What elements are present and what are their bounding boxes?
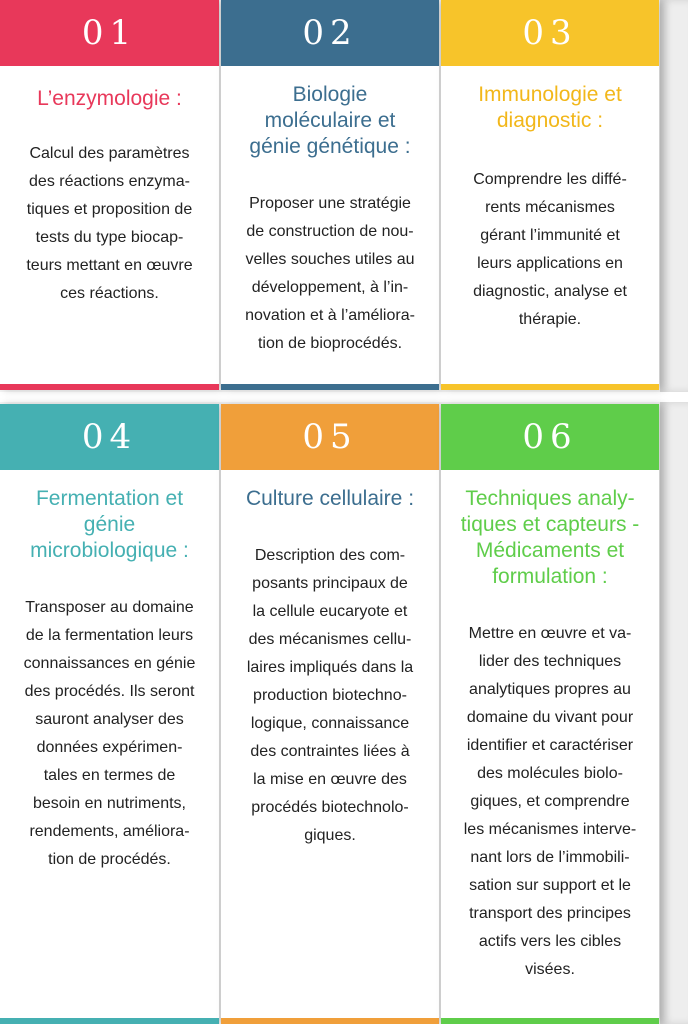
card-body: Comprendre les diffé- rents mécanismes gérant l’immunité et leurs applications en diagnostic, analyse et thérapie. bbox=[473, 171, 627, 328]
card-immunologie bbox=[441, 0, 659, 390]
card-number: 03 bbox=[522, 13, 578, 53]
card-techniques-analytiques bbox=[441, 404, 659, 1024]
card-culture-cellulaire bbox=[221, 404, 439, 1024]
card-number: 02 bbox=[302, 13, 358, 53]
card-body: Mettre en œuvre et va- lider des techniques analytiques propres au domaine du vivant pour identifier et caractériser des molécules biolo- giques, et comprendre les mécanismes interve- nant lors de l’immobili- sation sur support et le transport des principes actifs vers les cibles visées. bbox=[463, 625, 637, 978]
card-body: Proposer une stratégie de construction de nou- velles souches utiles au développement, à l’in- novation et à l’améliora- tion de bioprocédés. bbox=[245, 195, 415, 352]
card-footer-bar bbox=[441, 384, 659, 390]
card-footer-bar bbox=[221, 1018, 439, 1024]
card-footer-bar bbox=[0, 384, 219, 390]
card-header bbox=[0, 404, 219, 470]
card-title: Techniques analy- tiques et capteurs - Médicaments et formulation : bbox=[460, 487, 640, 588]
card-enzymologie bbox=[0, 0, 219, 390]
card-fermentation bbox=[0, 404, 219, 1024]
card-title: Culture cellulaire : bbox=[245, 487, 415, 510]
card-number: 01 bbox=[81, 13, 138, 53]
card-body: Calcul des paramètres des réactions enzyma- tiques et proposition de tests du type biocap- teurs mettant en œuvre ces réactions. bbox=[26, 145, 193, 302]
card-body: Transposer au domaine de la fermentation leurs connaissances en génie des procédés. Ils seront sauront analyser des données expérimen- tales en termes de besoin en nutriments, rendements, améliora- tion de procédés. bbox=[23, 599, 196, 868]
card-title: Biologie moléculaire et génie génétique : bbox=[249, 83, 411, 158]
card-header bbox=[441, 404, 659, 470]
card-title: Immunologie et diagnostic : bbox=[478, 83, 622, 132]
card-number: 05 bbox=[302, 417, 358, 457]
card-title: Fermentation et génie microbiologique : bbox=[30, 487, 189, 562]
card-header bbox=[441, 0, 659, 66]
card-number: 04 bbox=[81, 417, 138, 457]
card-footer-bar bbox=[221, 384, 439, 390]
card-body: Description des com- posants principaux de la cellule eucaryote et des mécanismes cellu- laires impliqués dans la production biotechno- logique, connaissance des contraintes liées à la mise en œuvre des procédés biotechnolo- giques. bbox=[246, 547, 414, 844]
card-header bbox=[0, 0, 219, 66]
right-edge-top bbox=[660, 0, 688, 392]
card-biologie-moleculaire bbox=[221, 0, 439, 390]
card-header bbox=[221, 404, 439, 470]
card-footer-bar bbox=[0, 1018, 219, 1024]
card-footer-bar bbox=[441, 1018, 659, 1024]
right-edge-bottom bbox=[660, 402, 688, 1024]
card-header bbox=[221, 0, 439, 66]
card-number: 06 bbox=[522, 417, 578, 457]
card-title: L’enzymologie : bbox=[37, 87, 182, 110]
